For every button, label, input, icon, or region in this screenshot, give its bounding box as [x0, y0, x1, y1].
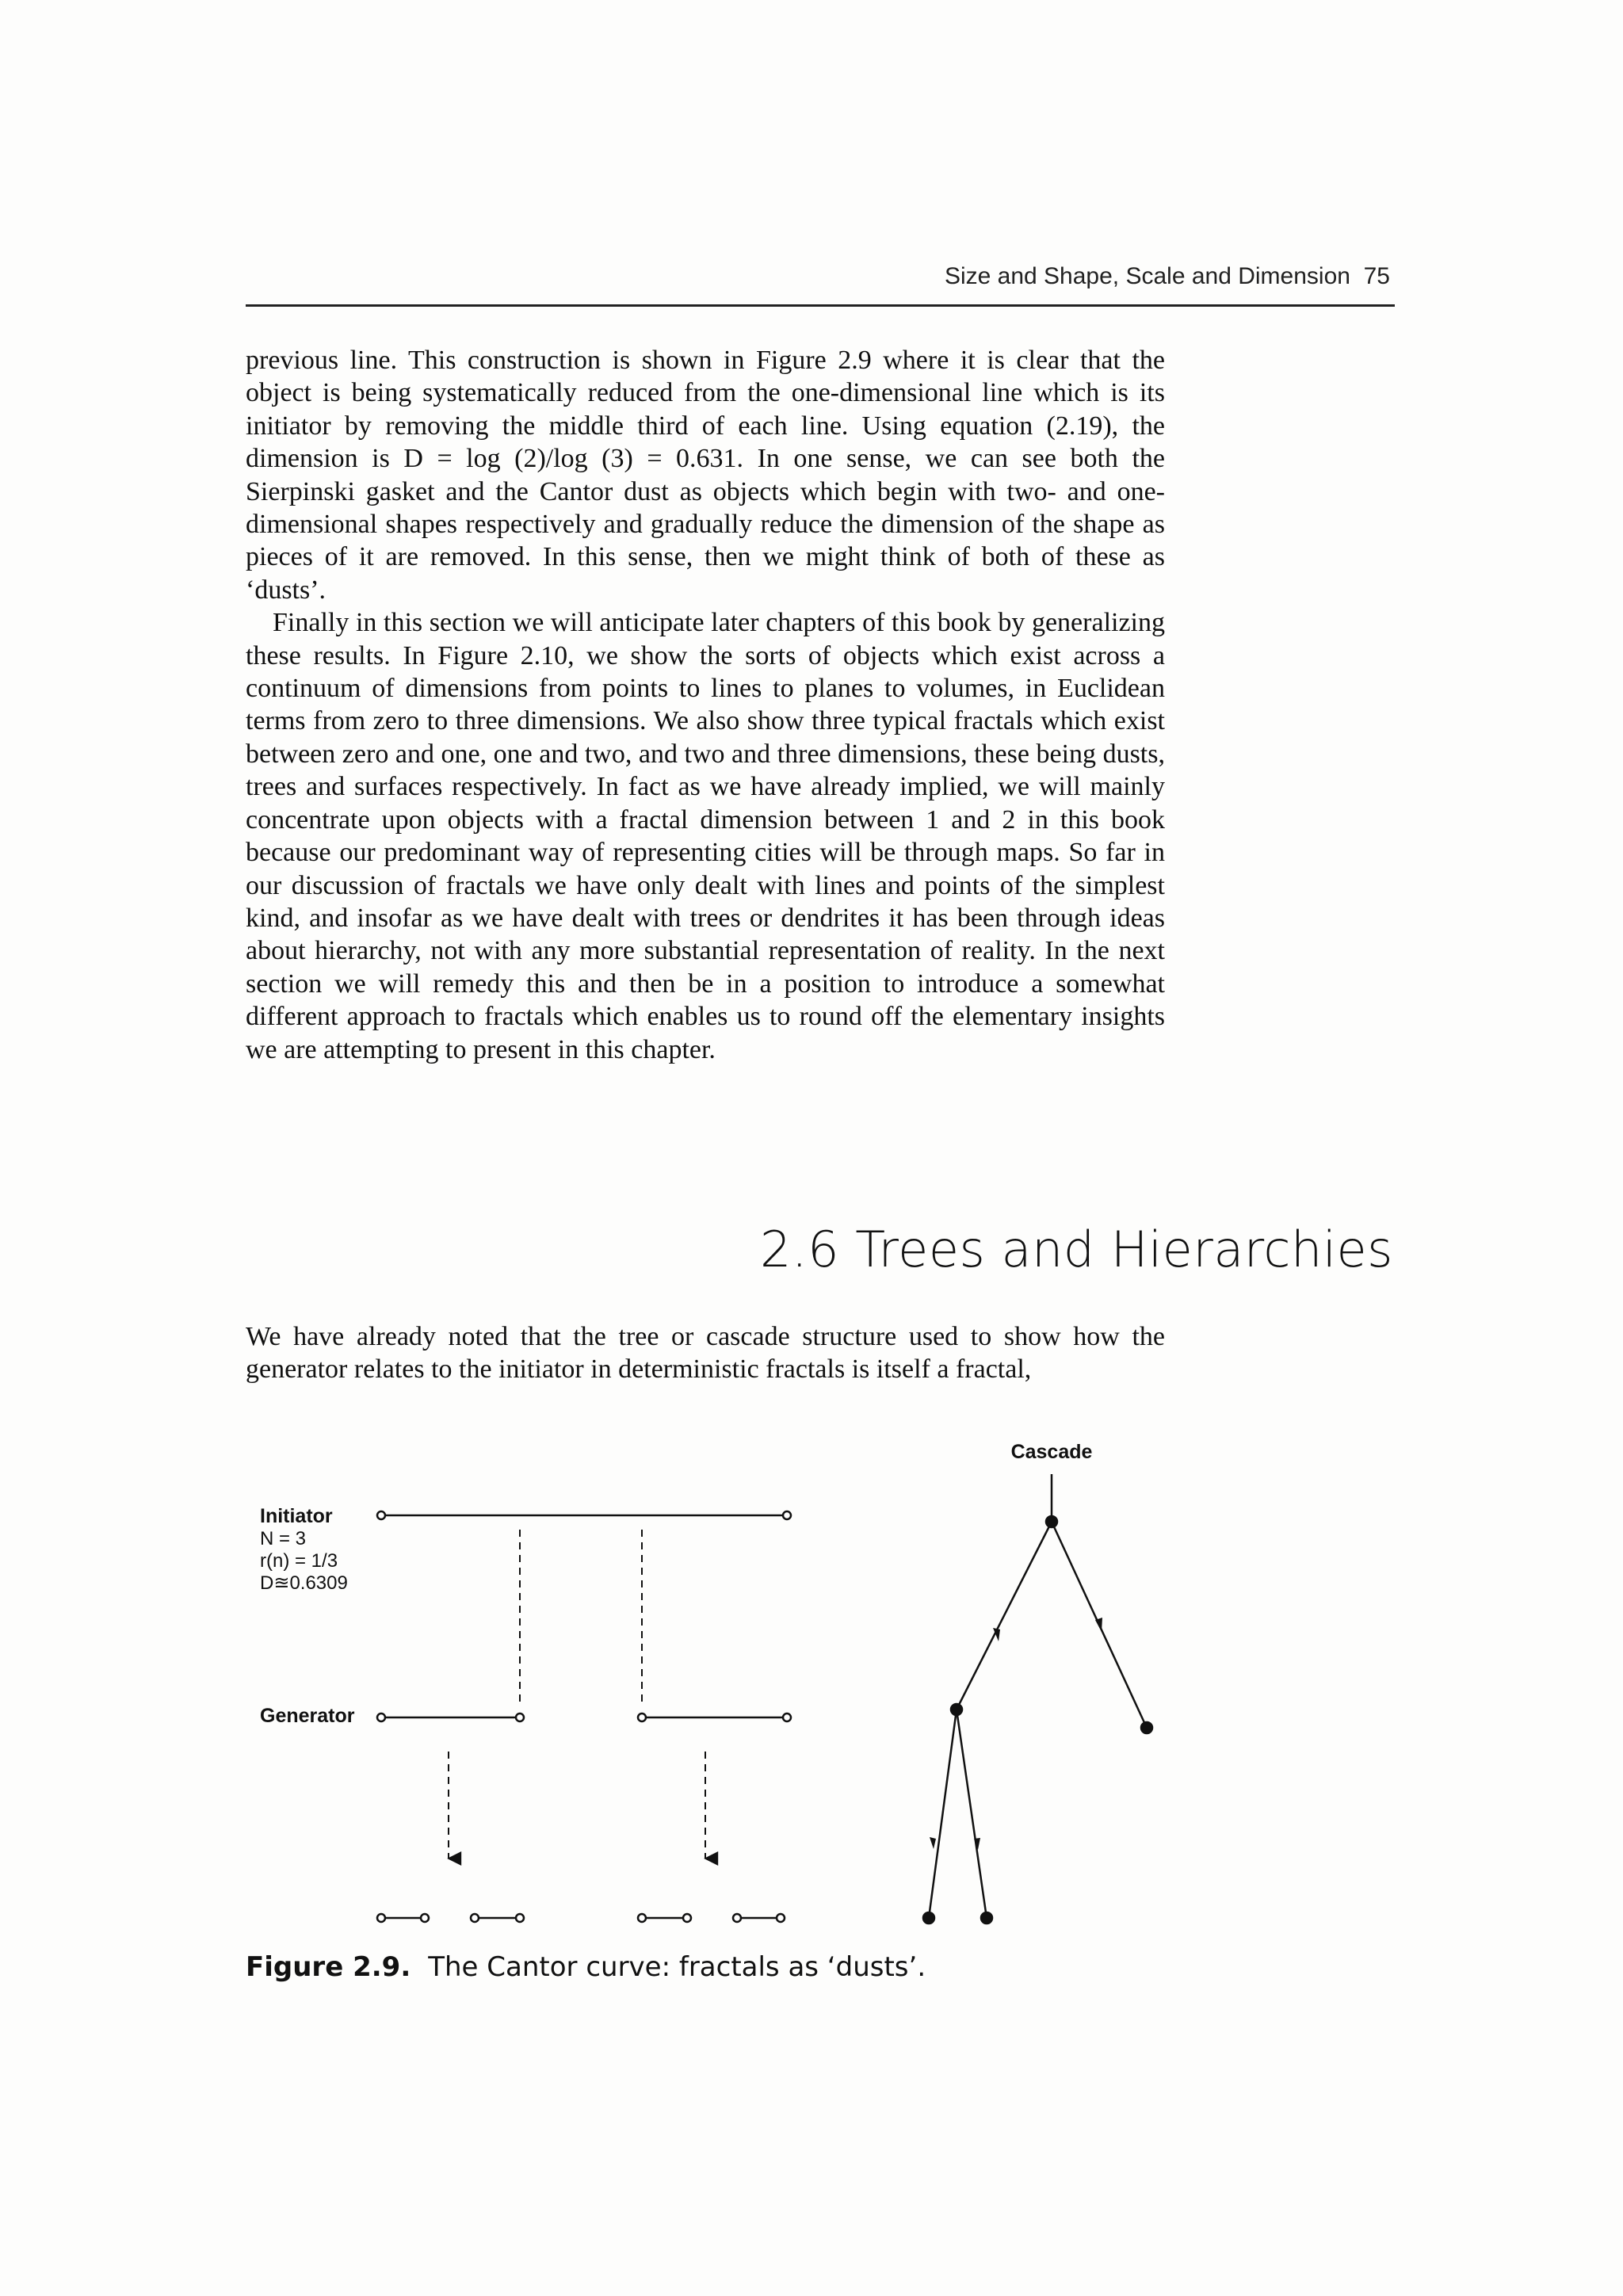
initiator-label: Initiator [260, 1505, 333, 1527]
body-text [246, 344, 1165, 1066]
caption-label: Figure 2.9. [246, 1951, 411, 1983]
running-header-text [945, 263, 1390, 290]
cascade-tree [923, 1474, 1152, 1924]
generator-arrows [449, 1752, 705, 1859]
initiator-line [377, 1511, 791, 1519]
caption-text: The Cantor curve: fractals as ‘dusts’. [428, 1951, 926, 1983]
d-label: D≊0.6309 [260, 1572, 348, 1594]
n-label: N = 3 [260, 1528, 307, 1549]
generator-segments [377, 1713, 791, 1721]
section-heading: 2.6 Trees and Hierarchies [759, 1221, 1393, 1278]
body-paragraph-1: previous line. This construction is shown in Figure 2.9 where it is clear that the object is being systematically reduced from the one-dimensional line which is its initiator by removing the middle third of each line. Using equation (2.19), the dimension is D = log (2)/log (3) = 0.631. In one sense, we can see both the Sierpinski gasket and the Cantor dust as objects which begin with two- and one-dimensional shapes respectively and gradually reduce the dimension of the shape as pieces of it are removed. In this sense, then we might think of both of these as ‘dusts’. [246, 346, 1165, 605]
running-header [246, 260, 1395, 307]
body-paragraph-2: Finally in this section we will anticipate later chapters of this book by generalizing these results. In Figure 2.10, we show the sorts of objects which exist across a continuum of dimensions from points to lines to planes to volumes, in Euclidean terms from zero to three dimensions. We also show three typical fractals which exist between zero and one, one and two, and two and three dimensions, these being dusts, trees and surfaces respectively. In fact as we have already implied, we will mainly concentrate upon objects with a fractal dimension between 1 and 2 in this book because our predominant way of representing cities will be through maps. So far in our discussion of fractals we have only dealt with lines and points of the simplest kind, and insofar as we have dealt with trees or dendrites it has been through ideas about hierarchy, not with any more substantial representation of reality. In the next section we will remedy this and then be in a position to introduce a somewhat different approach to fractals which enables us to round off the elementary insights we are attempting to present in this chapter. [246, 608, 1165, 1064]
cascade-label: Cascade [1010, 1441, 1093, 1463]
r-label: r(n) = 1/3 [260, 1550, 338, 1572]
figure-caption [246, 1951, 926, 1983]
level-two-segments [377, 1914, 785, 1922]
section-paragraph: We have already noted that the tree or cascade structure used to show how the generator relates to the initiator in deterministic fractals is itself a fractal, [246, 1322, 1165, 1385]
generator-label: Generator [260, 1705, 355, 1727]
page-number: 75 [1363, 263, 1390, 289]
projection-dashes [520, 1530, 642, 1704]
running-title: Size and Shape, Scale and Dimension [944, 263, 1350, 289]
